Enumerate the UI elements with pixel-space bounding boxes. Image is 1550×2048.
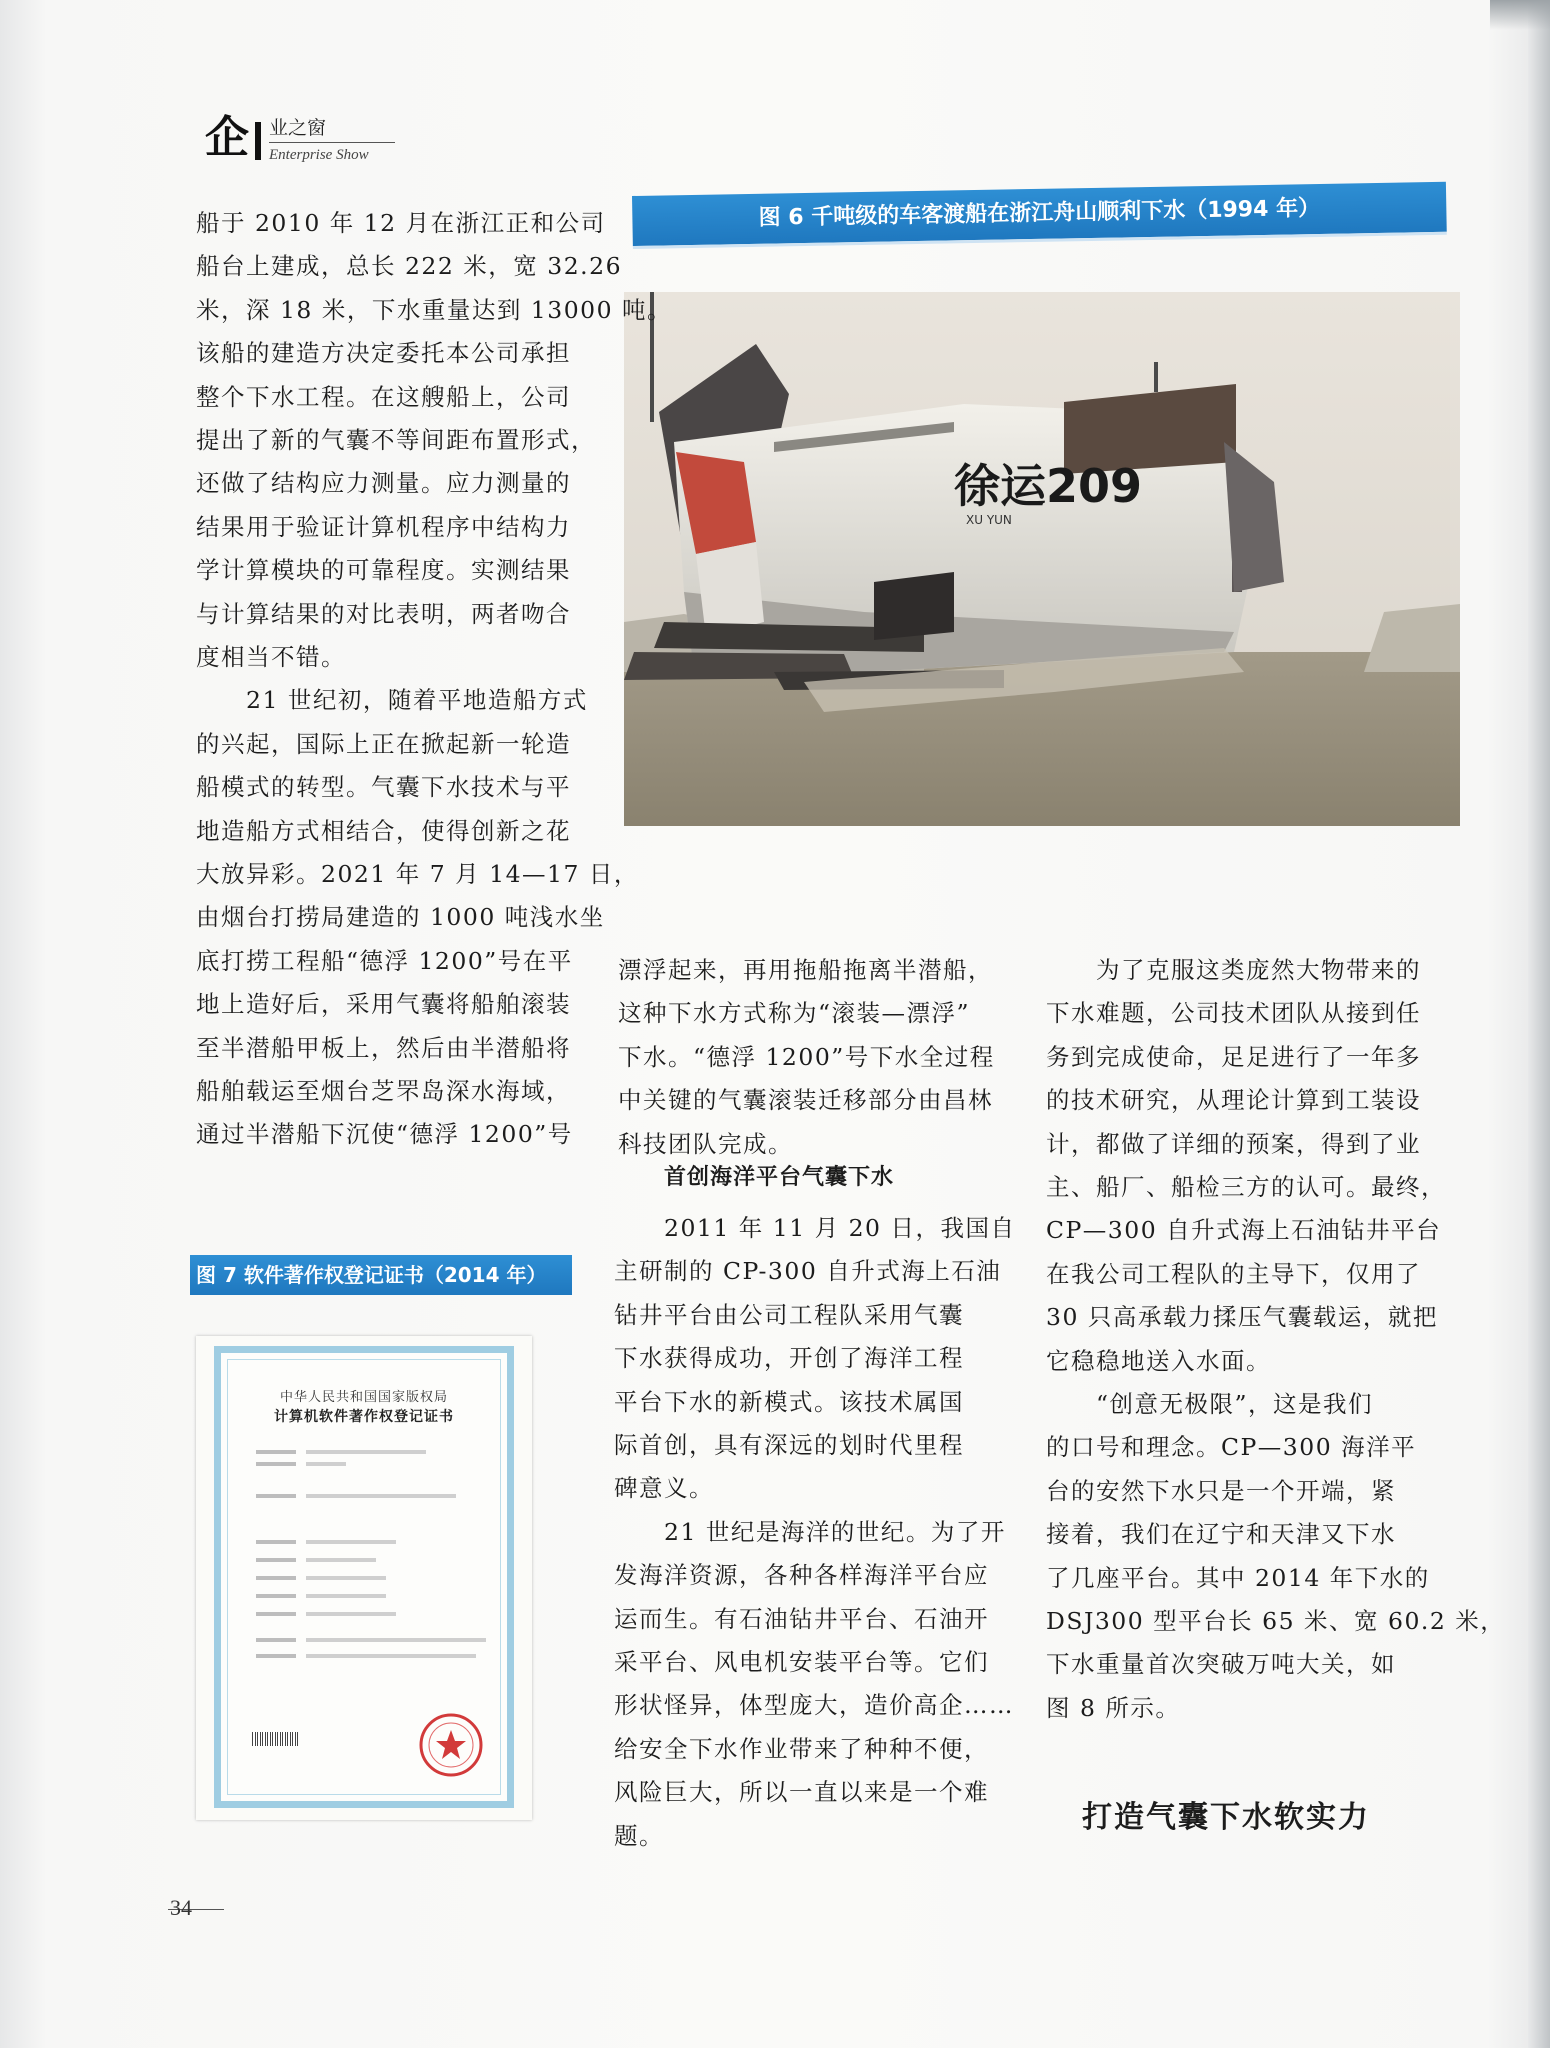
page-number: 34 — [170, 1895, 192, 1920]
certificate-barcode — [252, 1732, 298, 1746]
certificate-field-value — [306, 1594, 386, 1598]
figure6-ferry-photo — [624, 292, 1460, 826]
certificate-field-value — [306, 1654, 476, 1658]
figure6-hull-name: 徐运209 — [954, 459, 1143, 513]
page-edge-shadow — [1528, 0, 1550, 2048]
text-line: 在我公司工程队的主导下，仅用了 — [1046, 1259, 1421, 1288]
text-line: 地造船方式相结合，使得创新之花 — [196, 816, 571, 845]
section-heading-ocean-platform: 首创海洋平台气囊下水 — [664, 1165, 895, 1190]
text-line: DSJ300 型平台长 65 米、宽 60.2 米， — [1046, 1607, 1506, 1635]
section-header-bar — [255, 122, 261, 160]
certificate-field-value — [306, 1558, 376, 1562]
certificate-field-row — [256, 1538, 482, 1548]
certificate-field-row — [256, 1592, 482, 1602]
certificate-inner-border — [227, 1359, 501, 1795]
text-line: 学计算模块的可靠程度。实测结果 — [196, 556, 571, 585]
certificate-field-value — [306, 1576, 386, 1580]
text-line: 的技术研究，从理论计算到工装设 — [1046, 1086, 1421, 1115]
certificate-field-row — [256, 1556, 482, 1566]
certificate-field-row — [256, 1448, 482, 1458]
text-line: 由烟台打捞局建造的 1000 吨浅水坐 — [196, 903, 605, 932]
figure7-certificate — [214, 1346, 514, 1808]
text-line: 2011 年 11 月 20 日，我国自 — [614, 1214, 1016, 1242]
text-line: 通过半潜船下沉使“德浮 1200”号 — [196, 1120, 573, 1149]
certificate-field-label — [256, 1494, 296, 1498]
certificate-field-value — [306, 1462, 346, 1466]
text-line: 了几座平台。其中 2014 年下水的 — [1046, 1563, 1430, 1592]
text-line: 下水难题，公司技术团队从接到任 — [1046, 999, 1421, 1028]
text-line: 为了克服这类庞然大物带来的 — [1046, 956, 1421, 984]
certificate-title-2: 计算机软件著作权登记证书 — [274, 1409, 454, 1425]
text-line: 与计算结果的对比表明，两者吻合 — [196, 599, 571, 628]
certificate-field-row — [256, 1610, 482, 1620]
figure7-caption: 图 7 软件著作权登记证书（2014 年） — [190, 1255, 572, 1295]
text-line: CP—300 自升式海上石油钻井平台 — [1046, 1216, 1442, 1245]
text-line: 船模式的转型。气囊下水技术与平 — [196, 773, 571, 802]
certificate-field-row — [256, 1492, 482, 1502]
text-line: 21 世纪初，随着平地造船方式 — [196, 686, 588, 715]
text-line: 大放异彩。2021 年 7 月 14—17 日， — [196, 860, 639, 888]
text-line: 务到完成使命，足足进行了一年多 — [1046, 1042, 1421, 1071]
text-line: 际首创，具有深远的划时代里程 — [614, 1431, 964, 1459]
text-line: 还做了结构应力测量。应力测量的 — [196, 469, 571, 498]
text-line: 船于 2010 年 12 月在浙江正和公司 — [196, 209, 606, 237]
text-line: 平台下水的新模式。该技术属国 — [614, 1387, 964, 1416]
text-line: 发海洋资源，各种各样海洋平台应 — [614, 1561, 989, 1590]
text-line: 它稳稳地送入水面。 — [1046, 1346, 1271, 1375]
text-line: 漂浮起来，再用拖船拖离半潜船， — [618, 956, 993, 984]
certificate-field-label — [256, 1540, 296, 1544]
certificate-field-value — [306, 1540, 396, 1544]
text-line: 的兴起，国际上正在掀起新一轮造 — [196, 729, 571, 758]
certificate-field-value — [306, 1612, 396, 1616]
section-header — [205, 112, 395, 170]
certificate-field-value — [306, 1450, 426, 1454]
text-line: 船舶载运至烟台芝罘岛深水海域， — [196, 1077, 571, 1105]
certificate-field-row — [256, 1636, 482, 1646]
certificate-field-label — [256, 1462, 296, 1466]
certificate-field-label — [256, 1594, 296, 1598]
text-line: 米，深 18 米，下水重量达到 13000 吨。 — [196, 295, 673, 324]
text-line: 台的安然下水只是一个开端，紧 — [1046, 1476, 1396, 1505]
certificate-field-row — [256, 1460, 482, 1470]
certificate-field-label — [256, 1654, 296, 1658]
certificate-field-row — [256, 1574, 482, 1584]
text-line: 接着，我们在辽宁和天津又下水 — [1046, 1520, 1396, 1549]
section-header-char: 企 — [205, 112, 249, 163]
section-header-en: Enterprise Show — [269, 147, 369, 163]
text-line: 形状怪异，体型庞大，造价高企…… — [614, 1691, 1014, 1720]
text-line: 提出了新的气囊不等间距布置形式， — [196, 426, 596, 454]
certificate-field-label — [256, 1612, 296, 1616]
section-header-cn: 业之窗 — [269, 117, 327, 139]
text-line: 下水重量首次突破万吨大关，如 — [1046, 1650, 1396, 1679]
text-line: 碑意义。 — [614, 1474, 714, 1503]
text-line: 下水。“德浮 1200”号下水全过程 — [618, 1042, 995, 1071]
certificate-title-1: 中华人民共和国国家版权局 — [279, 1390, 448, 1405]
text-line: 图 8 所示。 — [1046, 1693, 1181, 1722]
text-line: 这种下水方式称为“滚装—漂浮” — [618, 999, 971, 1028]
figure6-hull-pinyin: XU YUN — [966, 513, 1012, 527]
text-line: 科技团队完成。 — [618, 1129, 793, 1158]
text-line: 中关键的气囊滚装迁移部分由昌林 — [618, 1086, 993, 1115]
page-corner-shadow — [1490, 0, 1550, 30]
certificate-seal-icon — [416, 1710, 486, 1780]
text-line: 船台上建成，总长 222 米，宽 32.26 — [196, 252, 623, 281]
text-line: 21 世纪是海洋的世纪。为了开 — [614, 1517, 1006, 1546]
certificate-field-row — [256, 1652, 482, 1662]
text-line: 主研制的 CP-300 自升式海上石油 — [614, 1257, 1002, 1286]
text-line: 给安全下水作业带来了种种不便， — [614, 1734, 989, 1763]
text-line: 计，都做了详细的预案，得到了业 — [1046, 1129, 1421, 1158]
text-line: 30 只高承载力揉压气囊载运，就把 — [1046, 1303, 1438, 1332]
text-line: 下水获得成功，开创了海洋工程 — [614, 1344, 964, 1373]
text-line: 题。 — [614, 1821, 664, 1850]
section-header-rule — [269, 142, 395, 143]
text-line: 至半潜船甲板上，然后由半潜船将 — [196, 1033, 571, 1062]
text-line: 的口号和理念。CP—300 海洋平 — [1046, 1433, 1417, 1462]
certificate-field-label — [256, 1558, 296, 1562]
certificate-field-value — [306, 1638, 486, 1642]
text-line: 运而生。有石油钻井平台、石油开 — [614, 1604, 989, 1633]
text-line: 地上造好后，采用气囊将船舶滚装 — [196, 990, 571, 1019]
certificate-field-label — [256, 1638, 296, 1642]
text-line: 风险巨大，所以一直以来是一个难 — [614, 1778, 989, 1807]
section-heading-soft-power: 打造气囊下水软实力 — [1082, 1800, 1370, 1835]
text-line: 整个下水工程。在这艘船上，公司 — [196, 382, 571, 411]
certificate-field-value — [306, 1494, 456, 1498]
text-line: 度相当不错。 — [196, 643, 346, 671]
certificate-field-label — [256, 1450, 296, 1454]
text-line: 该船的建造方决定委托本公司承担 — [196, 339, 571, 368]
certificate-field-label — [256, 1576, 296, 1580]
text-line: 采平台、风电机安装平台等。它们 — [614, 1648, 989, 1676]
text-line: 钻井平台由公司工程队采用气囊 — [614, 1300, 964, 1329]
text-line: 底打捞工程船“德浮 1200”号在平 — [196, 946, 573, 975]
text-line: 主、船厂、船检三方的认可。最终， — [1046, 1173, 1446, 1201]
text-line: “创意无极限”，这是我们 — [1046, 1390, 1374, 1418]
text-line: 结果用于验证计算机程序中结构力 — [196, 512, 571, 541]
figure6-caption: 图 6 千吨级的车客渡船在浙江舟山顺利下水（1994 年） — [632, 182, 1447, 249]
